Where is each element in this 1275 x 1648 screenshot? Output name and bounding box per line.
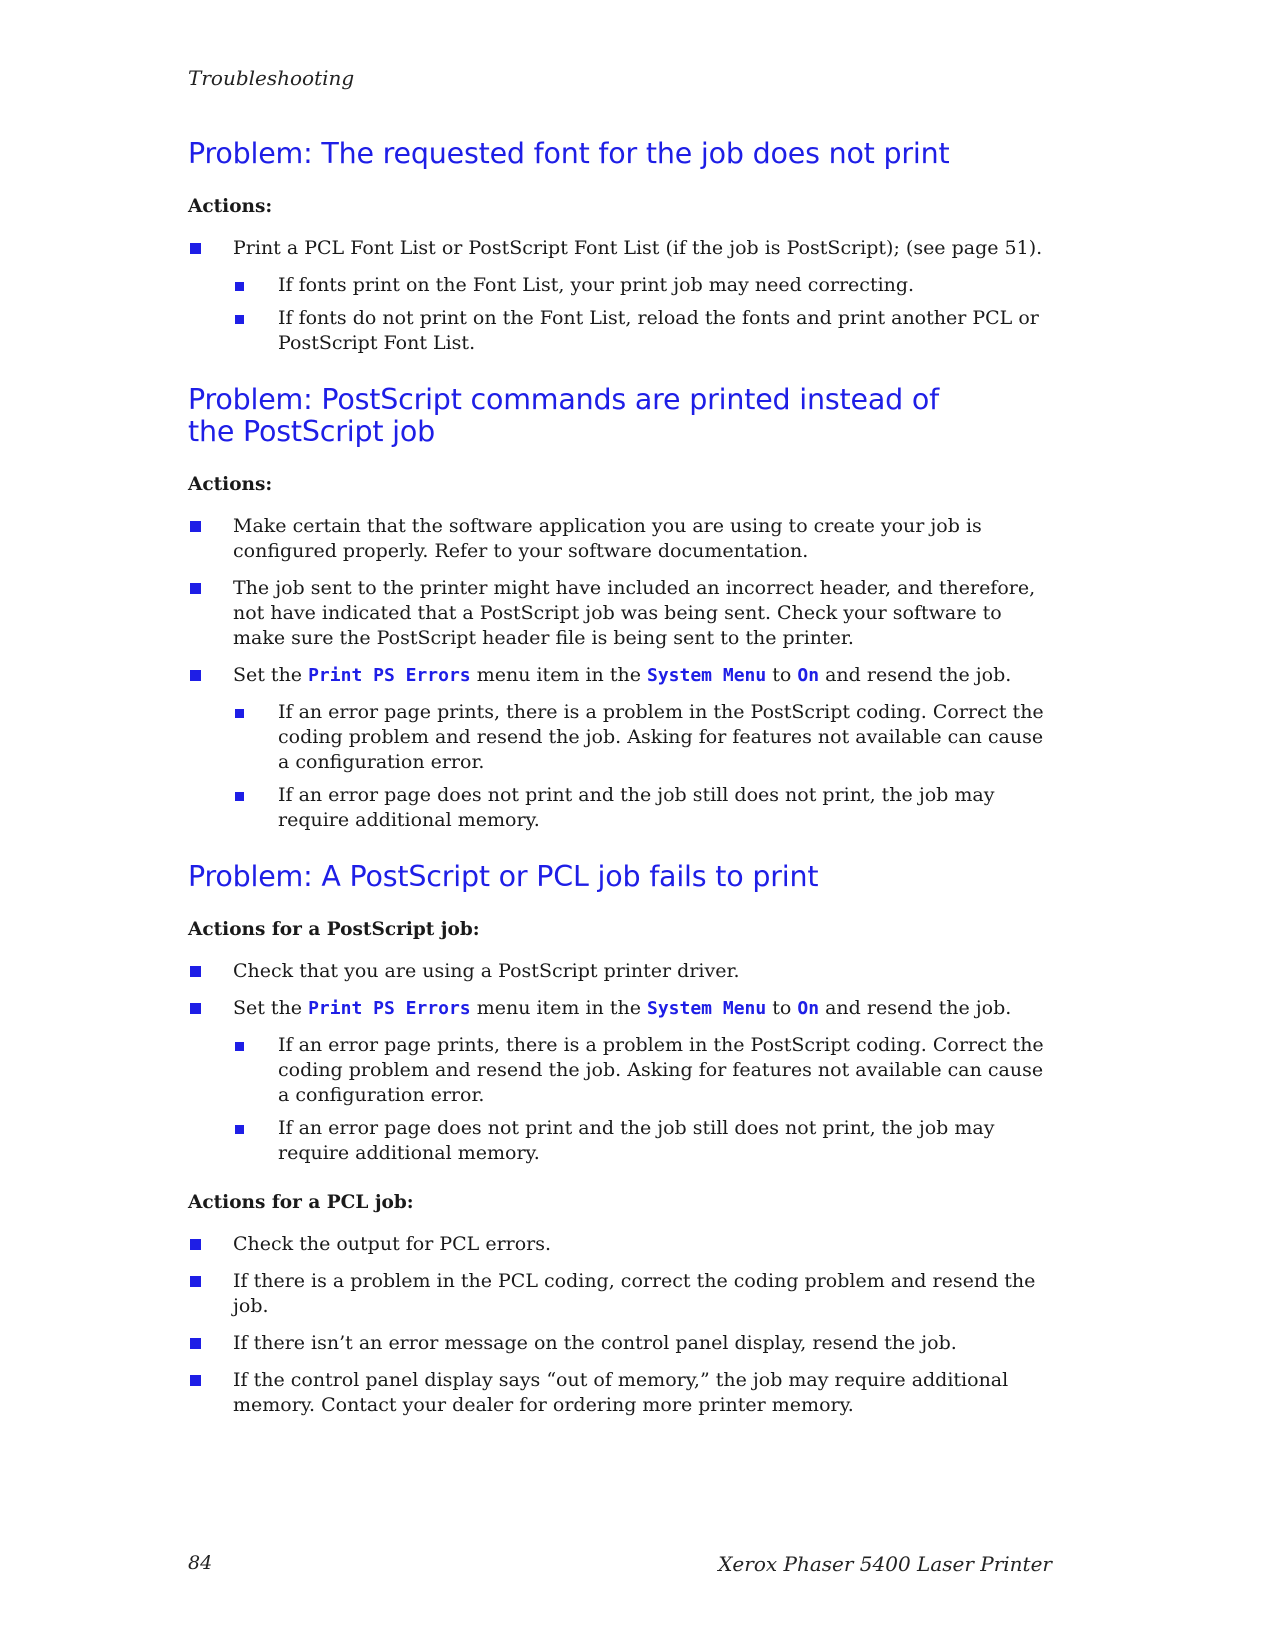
text-fragment: to <box>766 997 798 1019</box>
text-fragment: Set the <box>233 997 309 1019</box>
sub-list-item <box>233 783 1058 833</box>
list-item-text: Check that you are using a PostScript printer driver. <box>233 960 740 982</box>
sub-list <box>233 273 1058 356</box>
section-title: Problem: A PostScript or PCL job fails to print <box>188 860 819 893</box>
sub-list-item <box>233 1033 1058 1108</box>
text-fragment: menu item in the <box>470 664 647 686</box>
actions-label: Actions: <box>188 196 273 217</box>
square-bullet-icon <box>235 792 244 801</box>
square-bullet-icon <box>190 670 201 681</box>
list-item-text <box>233 664 1011 686</box>
list-item-text: Check the output for PCL errors. <box>233 1233 552 1255</box>
action-list <box>188 236 1058 356</box>
list-item-text: If there is a problem in the PCL coding, correct the coding problem and resend the job. <box>233 1270 1036 1317</box>
text-fragment: and resend the job. <box>819 664 1012 686</box>
sub-list <box>233 700 1058 833</box>
list-item-text: Make certain that the software application you are using to create your job is configured properly. Refer to your software documentation. <box>233 515 982 562</box>
square-bullet-icon <box>190 1375 201 1386</box>
actions-label-postscript: Actions for a PostScript job: <box>188 919 480 940</box>
square-bullet-icon <box>235 709 244 718</box>
list-item <box>188 514 1058 564</box>
section-font-not-print <box>188 138 1058 356</box>
sub-list-item <box>233 1116 1058 1166</box>
running-header: Troubleshooting <box>188 66 355 90</box>
sub-list-item-text: If an error page prints, there is a problem in the PostScript coding. Correct the coding problem and resend the job. Asking for features not available can cause a configuration error. <box>278 1034 1044 1106</box>
list-item <box>188 959 1058 984</box>
sub-list-item-text: If an error page does not print and the job still does not print, the job may require additional memory. <box>278 784 995 831</box>
section-title: Problem: PostScript commands are printed instead of the PostScript job <box>188 383 939 448</box>
menu-name-code: System Menu <box>647 998 767 1019</box>
list-item <box>188 236 1058 356</box>
square-bullet-icon <box>190 966 201 977</box>
list-item <box>188 576 1058 651</box>
menu-item-code: Print PS Errors <box>308 998 471 1019</box>
sub-list-item-text: If an error page prints, there is a problem in the PostScript coding. Correct the coding problem and resend the job. Asking for features not available can cause a configuration error. <box>278 701 1044 773</box>
sub-list-item <box>233 273 1058 298</box>
list-item-text: The job sent to the printer might have included an incorrect header, and therefore, not have indicated that a PostScript job was being sent. Check your software to make sure the PostScript header file is being sent to the printer. <box>233 577 1036 649</box>
menu-name-code: System Menu <box>647 665 767 686</box>
list-item-text <box>233 997 1011 1019</box>
setting-value-code: On <box>797 665 820 686</box>
actions-label-pcl: Actions for a PCL job: <box>188 1192 414 1213</box>
square-bullet-icon <box>190 1338 201 1349</box>
setting-value-code: On <box>797 998 820 1019</box>
action-list <box>188 514 1058 833</box>
sub-list <box>233 1033 1058 1166</box>
square-bullet-icon <box>235 1125 244 1134</box>
action-list-pcl <box>188 1232 1058 1418</box>
text-fragment: Set the <box>233 664 309 686</box>
list-item <box>188 996 1058 1166</box>
sub-list-item <box>233 306 1058 356</box>
square-bullet-icon <box>235 1042 244 1051</box>
sub-list-item-text: If an error page does not print and the job still does not print, the job may require additional memory. <box>278 1117 995 1164</box>
action-list-postscript <box>188 959 1058 1166</box>
list-item-text: If the control panel display says “out of memory,” the job may require additional memory. Contact your dealer for ordering more printer memory. <box>233 1369 1009 1416</box>
text-fragment: and resend the job. <box>819 997 1012 1019</box>
list-item <box>188 1232 1058 1257</box>
list-item-text: Print a PCL Font List or PostScript Font List (if the job is PostScript); (see page 51). <box>233 237 1043 259</box>
list-item <box>188 1331 1058 1356</box>
sub-list-item <box>233 700 1058 775</box>
square-bullet-icon <box>190 1003 201 1014</box>
section-ps-commands-printed <box>188 384 1058 833</box>
list-item <box>188 1269 1058 1319</box>
square-bullet-icon <box>190 1239 201 1250</box>
list-item <box>188 663 1058 833</box>
section-job-fails <box>188 861 1058 1418</box>
section-title: Problem: The requested font for the job does not print <box>188 137 950 170</box>
square-bullet-icon <box>190 1276 201 1287</box>
text-fragment: to <box>766 664 798 686</box>
square-bullet-icon <box>190 583 201 594</box>
menu-item-code: Print PS Errors <box>308 665 471 686</box>
square-bullet-icon <box>235 315 244 324</box>
text-fragment: menu item in the <box>470 997 647 1019</box>
page-number: 84 <box>188 1552 213 1574</box>
square-bullet-icon <box>190 521 201 532</box>
list-item <box>188 1368 1058 1418</box>
page-content <box>188 138 1058 1430</box>
sub-list-item-text: If fonts print on the Font List, your print job may need correcting. <box>278 274 915 296</box>
sub-list-item-text: If fonts do not print on the Font List, reload the fonts and print another PCL or PostScript Font List. <box>278 307 1039 354</box>
square-bullet-icon <box>190 243 201 254</box>
square-bullet-icon <box>235 282 244 291</box>
footer-product-name: Xerox Phaser 5400 Laser Printer <box>718 1552 1052 1576</box>
actions-label: Actions: <box>188 474 273 495</box>
list-item-text: If there isn’t an error message on the control panel display, resend the job. <box>233 1332 957 1354</box>
